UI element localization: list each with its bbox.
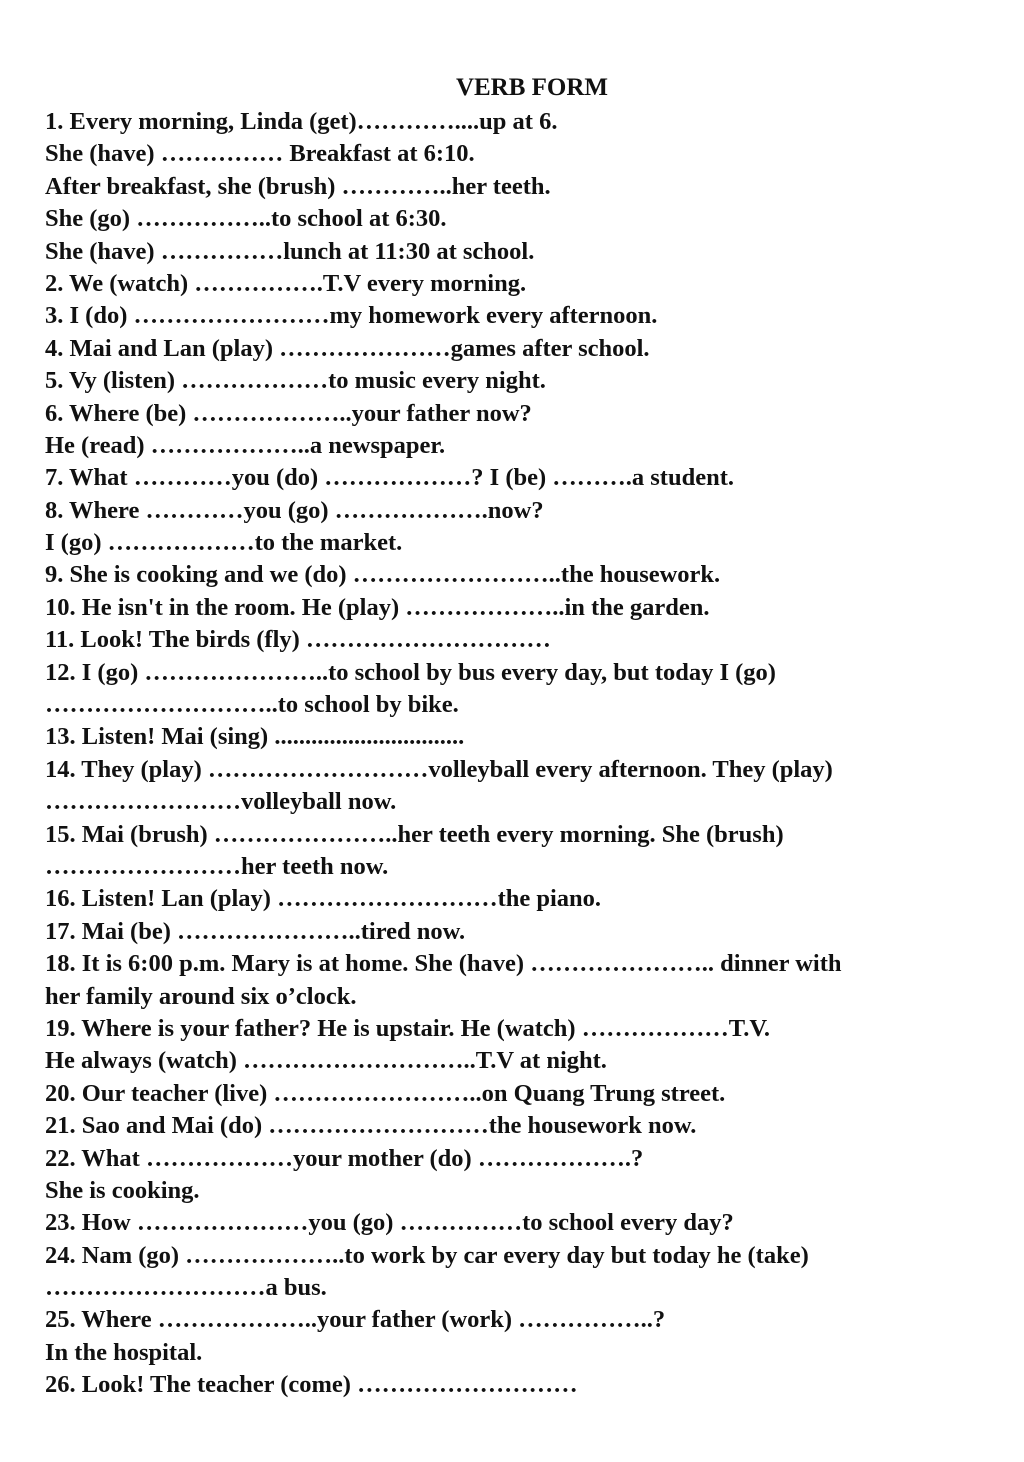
exercise-line: 10. He isn't in the room. He (play) ………………..in the garden. — [45, 593, 710, 621]
exercise-line: 26. Look! The teacher (come) ……………………… — [45, 1371, 578, 1399]
exercise-line: 15. Mai (brush) …………………..her teeth every morning. She (brush) — [45, 820, 784, 848]
exercise-line: 4. Mai and Lan (play) …………………games after school. — [45, 334, 650, 362]
exercise-line: 11. Look! The birds (fly) ………………………… — [45, 626, 551, 654]
exercise-line: 5. Vy (listen) ………………to music every night. — [45, 367, 546, 395]
exercise-line: He (read) ………………..a newspaper. — [45, 431, 446, 459]
exercise-line: ………………………..to school by bike. — [45, 691, 459, 719]
exercise-line: ……………………her teeth now. — [45, 852, 389, 880]
exercise-line: 18. It is 6:00 p.m. Mary is at home. She (have) ………………….. dinner with — [45, 950, 842, 978]
exercise-line: She (have) ……………lunch at 11:30 at school. — [45, 237, 535, 265]
exercise-line: 25. Where ………………..your father (work) ……………..? — [45, 1306, 666, 1334]
exercise-line: She is cooking. — [45, 1176, 200, 1204]
exercise-line: 22. What ………………your mother (do) ……………….? — [45, 1144, 644, 1172]
exercise-line: 16. Listen! Lan (play) ………………………the piano. — [45, 885, 602, 913]
exercise-line: 9. She is cooking and we (do) ……………………..the housework. — [45, 561, 721, 589]
exercise-line: 3. I (do) ……………………my homework every afternoon. — [45, 302, 658, 330]
exercise-line: 24. Nam (go) ………………..to work by car every day but today he (take) — [45, 1241, 809, 1269]
exercise-line: her family around six o’clock. — [45, 982, 357, 1010]
exercise-line: 8. Where …………you (go) ……………….now? — [45, 496, 544, 524]
exercise-line: In the hospital. — [45, 1338, 203, 1366]
exercise-line: 19. Where is your father? He is upstair. He (watch) ………………T.V. — [45, 1014, 771, 1042]
exercise-line: ……………………volleyball now. — [45, 788, 397, 816]
exercise-line: 1. Every morning, Linda (get)…………....up at 6. — [45, 108, 558, 135]
exercise-line: She (have) …………… Breakfast at 6:10. — [45, 140, 475, 168]
exercise-list — [45, 106, 1015, 1402]
exercise-line: 12. I (go) …………………..to school by bus every day, but today I (go) — [45, 658, 776, 686]
exercise-line: 23. How …………………you (go) ……………to school every day? — [45, 1209, 734, 1237]
exercise-line: 20. Our teacher (live) ……………………..on Quang Trung street. — [45, 1079, 726, 1107]
exercise-line: I (go) ………………to the market. — [45, 529, 403, 557]
exercise-line: 2. We (watch) …………….T.V every morning. — [45, 269, 527, 297]
exercise-line: 7. What …………you (do) ………………? I (be) ……….a student. — [45, 464, 734, 492]
exercise-line: ………………………a bus. — [45, 1274, 327, 1302]
exercise-line: 13. Listen! Mai (sing) ............................... — [45, 723, 465, 751]
exercise-line: He always (watch) ………………………..T.V at night. — [45, 1047, 607, 1075]
exercise-line: 6. Where (be) ………………..your father now? — [45, 399, 532, 427]
exercise-line: After breakfast, she (brush) …………..her teeth. — [45, 172, 551, 200]
exercise-line: She (go) ……………..to school at 6:30. — [45, 205, 447, 233]
page-title: VERB FORM — [455, 74, 609, 101]
exercise-line: 14. They (play) ………………………volleyball every afternoon. They (play) — [45, 755, 833, 783]
exercise-line: 17. Mai (be) …………………..tired now. — [45, 917, 466, 945]
exercise-line: 21. Sao and Mai (do) ………………………the housework now. — [45, 1112, 697, 1140]
